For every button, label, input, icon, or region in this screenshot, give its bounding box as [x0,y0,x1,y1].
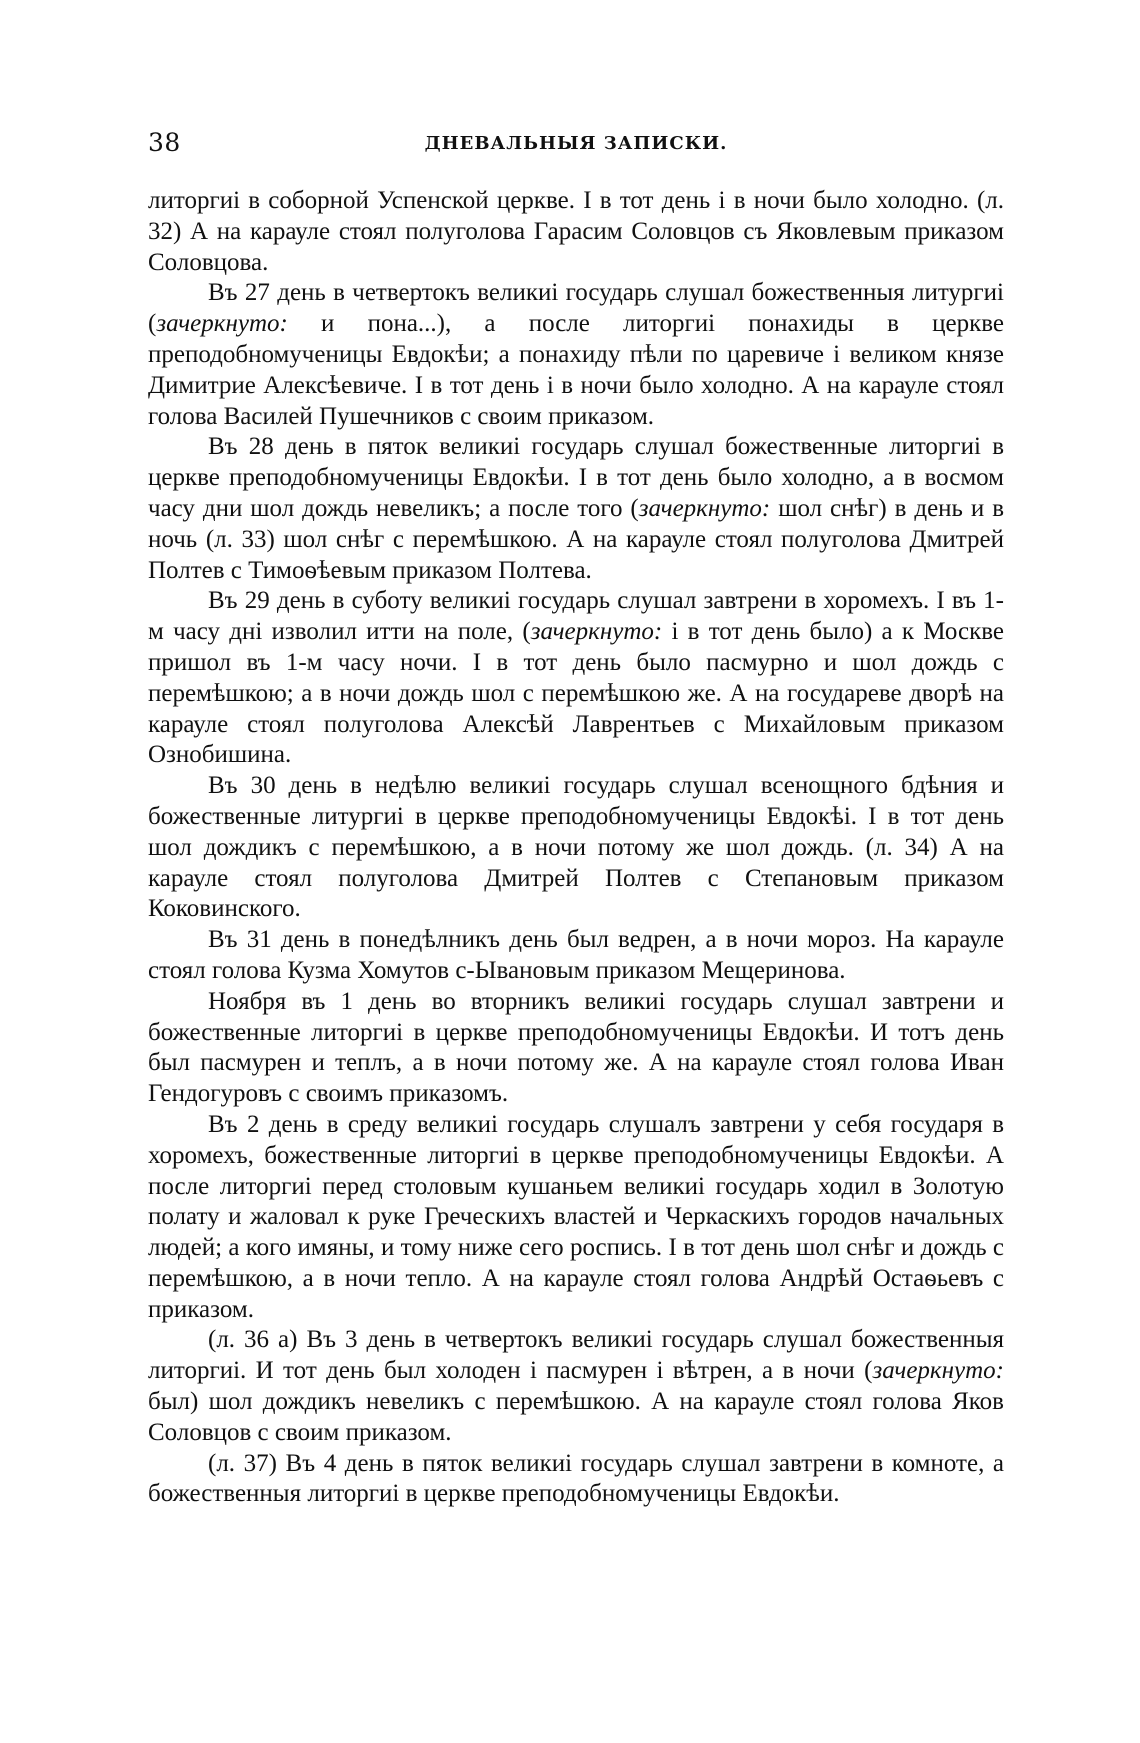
text-segment: Въ 31 день в понедѣлникъ день был ведрен, а в ночи мороз. На карауле стоял голова Кузма Хомутов с-Ывановым приказом Мещеринова. [148,926,1004,984]
text-segment: Въ 30 день в недѣлю великиі государь слушал всенощного бдѣния и божественные литургиі в церкве преподобномученицы Евдокѣі. І в тот день шол дождикъ с перемѣшкою, а в ночи потому же шол дождь. (л. 34) А на карауле стоял полуголова Дмитрей Полтев с Степановым приказом Коковинского. [148,772,1004,923]
paragraph [148,1325,1004,1448]
text-segment: шол снѣг) в день и в ночь (л. 33) шол снѣг с перемѣшкою. А на карауле стоял полуголова Дмитрей Полтев с Тимоѳѣевым приказом Полтева. [148,494,1004,584]
page-number: 38 [148,128,181,157]
paragraph [148,925,1004,987]
running-title: ДНЕВАЛЬНЫЯ ЗАПИСКИ. [424,133,728,154]
paragraph [148,1110,1004,1326]
editorial-note: зачеркнуто: [638,494,771,522]
text-segment: литоргиі в соборной Успенской церкве. І в тот день і в ночи было холодно. (л. 32) А на карауле стоял полуголова Гарасим Соловцов съ Яковлевым приказом Соловцова. [148,187,1004,276]
paragraph [148,186,1004,278]
text-segment: Въ 27 день в четвертокъ великиі государь слушал божественныя литургиі ( [148,279,1004,338]
text-segment: и пона...), а после литоргиі понахиды в церкве преподобномученицы Евдокѣи; а понахиду пѣли по царевиче і великом князе Димитрие Алексѣевиче. І в тот день і в ночи было холодно. А на карауле стоял голова Василей Пушечников с своим приказом. [148,310,1004,430]
text-segment: (л. 37) Въ 4 день в пяток великиі государь слушал завтрени в комноте, а божественныя литоргиі в церкве преподобномученицы Евдокѣи. [148,1449,1004,1508]
paragraph [148,771,1004,925]
paragraph [148,432,1004,586]
editorial-note: зачеркнуто: [872,1357,1004,1385]
text-segment: (л. 36 а) Въ 3 день в четвертокъ великиі государь слушал божественныя литоргиі. И тот день был холоден і пасмурен і вѣтрен, а в ночи ( [148,1326,1004,1385]
text-segment: Въ 2 день в среду великиі государь слушалъ завтрени у себя государя в хоромехъ, божественные литоргиі в церкве преподобномученицы Евдокѣи. А после литоргиі перед столовым кушаньем великиі государь ходил в Золотую полату и жаловал к руке Греческихъ властей и Черкаскихъ городов начальных людей; а кого имяны, и тому ниже сего роспись. І в тот день шол снѣг и дождь с перемѣшкою, а в ночи тепло. А на карауле стоял голова Андрѣй Остаѳьевъ с приказом. [148,1110,1004,1323]
text-segment: і в тот день было) а к Москве пришол въ 1-м часу ночи. І в тот день было пасмурно и шол дождь с перемѣшкою; а в ночи дождь шол с перемѣшкою же. А на государеве дворѣ на карауле стоял полуголова Алексѣй Лаврентьев с Михайловым приказом Ознобишина. [148,618,1004,769]
text-segment: Ноября въ 1 день во вторникъ великиі государь слушал завтрени и божественные литоргиі в церкве преподобномученицы Евдокѣи. И тотъ день был пасмурен и теплъ, а в ночи потому же. А на карауле стоял голова Иван Гендогуровъ с своимъ приказомъ. [148,987,1004,1108]
editorial-note: зачеркнуто: [530,618,663,646]
paragraph [148,278,1004,432]
text-segment: Въ 29 день в суботу великиі государь слушал завтрени в хоромехъ. І въ 1-м часу дні изволил итти на поле, ( [148,587,1004,646]
paragraph [148,1449,1004,1511]
paragraph [148,987,1004,1110]
text-segment: был) шол дождикъ невеликъ с перемѣшкою. А на карауле стоял голова Яков Соловцов с своим приказом. [148,1388,1004,1446]
page-header [148,128,1004,158]
body-text [148,186,1004,1510]
paragraph [148,586,1004,771]
text-segment: Въ 28 день в пяток великиі государь слушал божественные литоргиі в церкве преподобномученицы Евдокѣи. І в тот день было холодно, а в восмом часу дни шол дождь невеликъ; а после того ( [148,433,1004,522]
editorial-note: зачеркнуто: [156,310,288,338]
